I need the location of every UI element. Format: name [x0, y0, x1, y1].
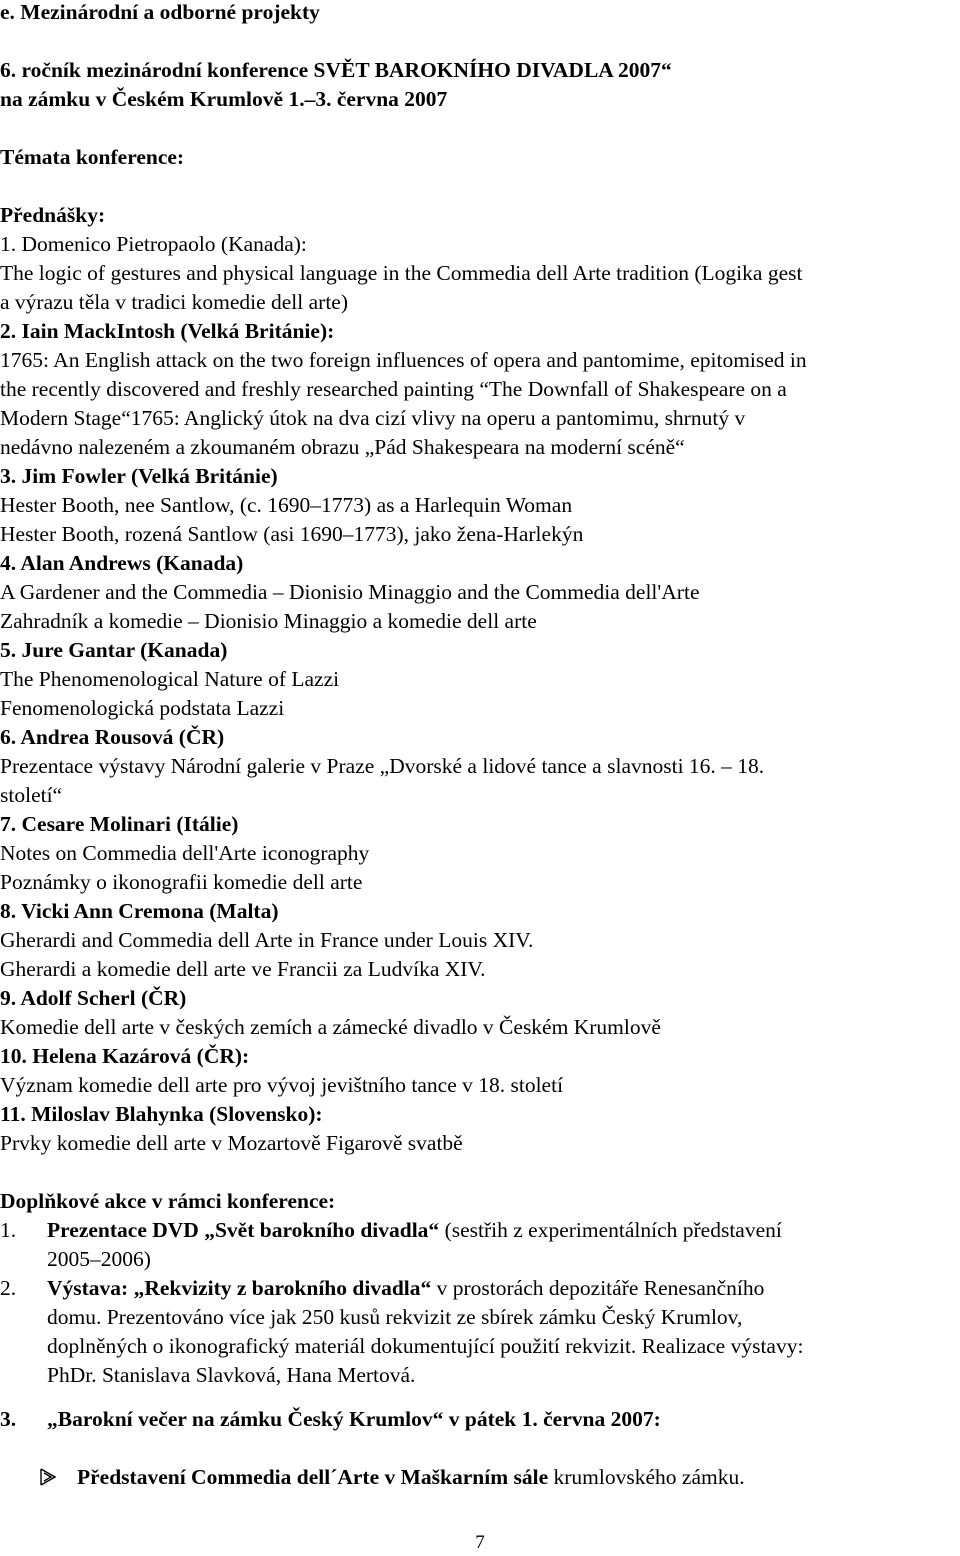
extra-2-number: 2. [0, 1276, 17, 1300]
page-number: 7 [475, 1532, 485, 1553]
extra-1-number: 1. [0, 1218, 17, 1242]
lecture-7-speaker: 7. Cesare Molinari (Itálie) [0, 812, 239, 836]
extras-label: Doplňkové akce v rámci konference: [0, 1189, 336, 1213]
lecture-1-speaker: 1. Domenico Pietropaolo (Kanada): [0, 232, 307, 256]
lecture-4-title-en: A Gardener and the Commedia – Dionisio Minaggio and the Commedia dell'Arte [0, 580, 700, 604]
lecture-3-speaker: 3. Jim Fowler (Velká Británie) [0, 464, 278, 488]
lecture-10-title-cz: Význam komedie dell arte pro vývoj jevištního tance v 18. století [0, 1073, 564, 1097]
extra-2-line-1 [47, 1274, 764, 1303]
lecture-3-title-en: Hester Booth, nee Santlow, (c. 1690–1773) as a Harlequin Woman [0, 493, 573, 517]
extra-2-title: Výstava: „Rekvizity z barokního divadla“ [47, 1276, 432, 1300]
lecture-8-speaker: 8. Vicki Ann Cremona (Malta) [0, 899, 279, 923]
extra-2-line-2: domu. Prezentováno více jak 250 kusů rekvizit ze sbírek zámku Český Krumlov, [47, 1305, 743, 1329]
lecture-2-title-line-2: the recently discovered and freshly researched painting “The Downfall of Shakespeare on a [0, 377, 787, 401]
extra-2-note: v prostorách depozitáře Renesančního [431, 1276, 765, 1300]
lecture-2-title-line-4: nedávno nalezeném a zkoumaném obrazu „Pád Shakespeara na moderní scéně“ [0, 435, 685, 459]
extra-2-line-4: PhDr. Stanislava Slavková, Hana Mertová. [47, 1363, 416, 1387]
extra-3-number: 3. [0, 1407, 17, 1431]
lecture-8-title-en: Gherardi and Commedia dell Arte in France under Louis XIV. [0, 928, 534, 952]
lecture-6-speaker: 6. Andrea Rousová (ČR) [0, 725, 225, 749]
extra-1-note: (sestřih z experimentálních představení [439, 1218, 782, 1242]
bullet-note: krumlovského zámku. [548, 1465, 745, 1489]
lectures-label: Přednášky: [0, 203, 106, 227]
lecture-5-speaker: 5. Jure Gantar (Kanada) [0, 638, 228, 662]
lecture-4-title-cz: Zahradník a komedie – Dionisio Minaggio a komedie dell arte [0, 609, 537, 633]
extra-1-line-1 [47, 1216, 782, 1245]
lecture-11-title-cz: Prvky komedie dell arte v Mozartově Figarově svatbě [0, 1131, 463, 1155]
lecture-2-title-line-1: 1765: An English attack on the two foreign influences of opera and pantomime, epitomised in [0, 348, 807, 372]
lecture-6-title-line-1: Prezentace výstavy Národní galerie v Praze „Dvorské a lidové tance a slavnosti 16. – 18. [0, 754, 765, 778]
lecture-11-speaker: 11. Miloslav Blahynka (Slovensko): [0, 1102, 323, 1126]
lecture-9-title-cz: Komedie dell arte v českých zemích a zámecké divadlo v Českém Krumlově [0, 1015, 661, 1039]
extra-1-line-2: 2005–2006) [47, 1247, 151, 1271]
lecture-5-title-cz: Fenomenologická podstata Lazzi [0, 696, 285, 720]
lecture-3-title-cz: Hester Booth, rozená Santlow (asi 1690–1773), jako žena-Harlekýn [0, 522, 584, 546]
conference-title-line-2: na zámku v Českém Krumlově 1.–3. června 2007 [0, 87, 448, 111]
extra-1-title: Prezentace DVD „Svět barokního divadla“ [47, 1218, 440, 1242]
extra-2-line-3: doplněných o ikonografický materiál dokumentující použití rekvizit. Realizace výstavy: [47, 1334, 804, 1358]
lecture-2-speaker: 2. Iain MackIntosh (Velká Británie): [0, 319, 335, 343]
lecture-1-title-en: The logic of gestures and physical language in the Commedia dell Arte tradition (Logika gest [0, 261, 803, 285]
lecture-9-speaker: 9. Adolf Scherl (ČR) [0, 986, 187, 1010]
bullet-arrow-icon [40, 1468, 56, 1486]
lecture-8-title-cz: Gherardi a komedie dell arte ve Francii za Ludvíka XIV. [0, 957, 486, 981]
lecture-6-title-line-2: století“ [0, 783, 63, 807]
section-heading: e. Mezinárodní a odborné projekty [0, 0, 320, 24]
bullet-line [77, 1463, 745, 1492]
lecture-1-title-cz: a výrazu těla v tradici komedie dell arte) [0, 290, 349, 314]
lecture-10-speaker: 10. Helena Kazárová (ČR): [0, 1044, 250, 1068]
extra-3-title: „Barokní večer na zámku Český Krumlov“ v pátek 1. června 2007: [47, 1407, 661, 1431]
topics-label: Témata konference: [0, 145, 185, 169]
conference-title-line-1: 6. ročník mezinárodní konference SVĚT BAROKNÍHO DIVADLA 2007“ [0, 58, 672, 82]
lecture-4-speaker: 4. Alan Andrews (Kanada) [0, 551, 244, 575]
lecture-5-title-en: The Phenomenological Nature of Lazzi [0, 667, 340, 691]
lecture-7-title-en: Notes on Commedia dell'Arte iconography [0, 841, 370, 865]
lecture-2-title-line-3: Modern Stage“1765: Anglický útok na dva cizí vlivy na operu a pantomimu, shrnutý v [0, 406, 746, 430]
bullet-title: Představení Commedia dell´Arte v Maškarním sále [77, 1465, 549, 1489]
lecture-7-title-cz: Poznámky o ikonografii komedie dell arte [0, 870, 363, 894]
